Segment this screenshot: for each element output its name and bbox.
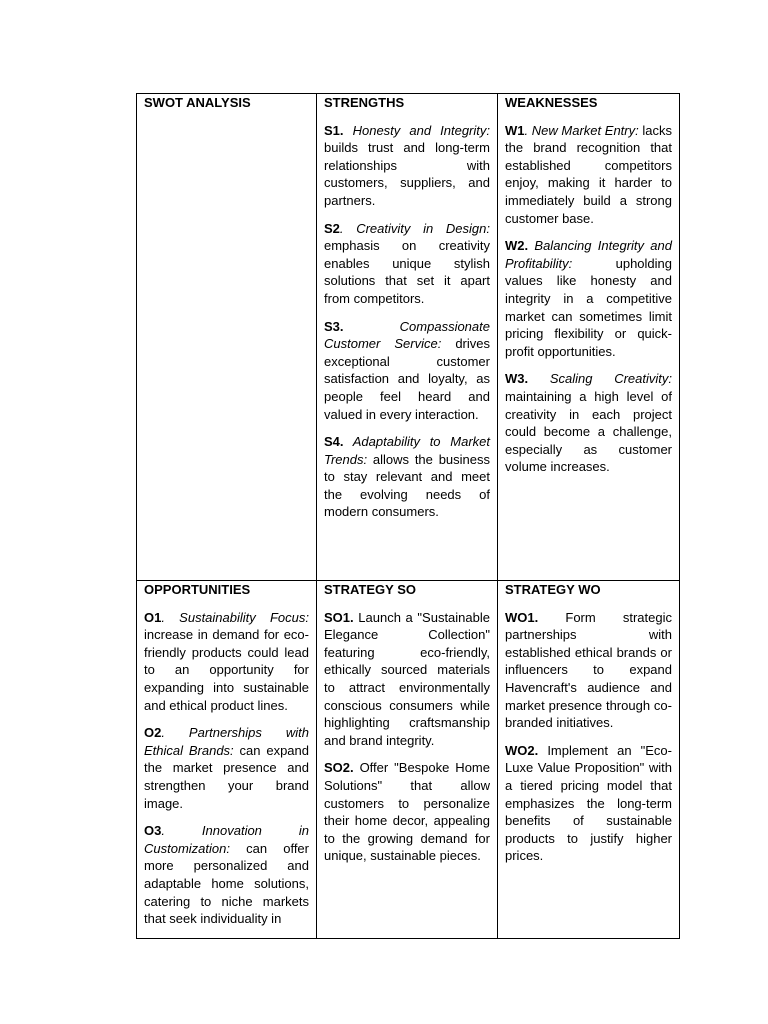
item-lead: Compassionate Customer Service: (324, 318, 490, 352)
strategy-wo-heading: STRATEGY WO (505, 582, 601, 597)
opportunity-item (144, 724, 309, 812)
strategy-wo-cell (498, 581, 680, 939)
swot-row-top (137, 94, 680, 581)
item-text: builds trust and long-term relationships with customers, suppliers, and partners. (324, 140, 490, 208)
strategy-so-item (324, 609, 490, 750)
item-code: SO1. (324, 609, 354, 625)
item-code: SO2. (324, 760, 354, 776)
item-lead: Scaling Creativity: (528, 371, 672, 387)
item-text: can expand the market presence and strengthen your brand image. (144, 742, 310, 811)
strategy-wo-item (505, 609, 672, 732)
item-lead: Balancing Integrity and Profitability: (505, 238, 672, 271)
weakness-item (505, 122, 672, 228)
strengths-heading: STRENGTHS (324, 95, 405, 110)
weakness-item (505, 370, 672, 476)
item-text: can offer more personalized and adaptable home solutions, catering to niche markets that seek individuality in (144, 840, 309, 927)
item-lead: . Sustainability Focus: (161, 609, 309, 625)
swot-row-bottom (137, 581, 680, 939)
item-code: S1. (324, 122, 344, 138)
item-text: Offer "Bespoke Home Solutions" that allow customers to personalize their home decor, appealing to the growing demand for unique, sustainable pieces. (324, 760, 490, 864)
item-text: Launch a "Sustainable Elegance Collection" featuring eco-friendly, ethically sourced materials to attract environmentally conscious consumers while highlighting craftsmanship and brand integrity. (324, 609, 490, 748)
item-lead: . Creativity in Design: (339, 220, 490, 236)
item-text: lacks the brand recognition that established competitors enjoy, making it harder to immediately build a strong customer base. (505, 122, 672, 226)
item-code: S3. (324, 318, 344, 334)
item-lead: . Innovation in Customization: (144, 823, 309, 856)
item-lead: . New Market Entry: (524, 122, 639, 138)
item-lead: Adaptability to Market Trends: (324, 434, 490, 467)
item-text: increase in demand for eco-friendly products could lead to an opportunity for expanding into sustainable and ethical product lines. (144, 627, 309, 713)
item-text: emphasis on creativity enables unique stylish solutions that set it apart from competitors. (324, 238, 490, 306)
strategy-so-heading: STRATEGY SO (324, 582, 416, 597)
item-text: upholding values like honesty and integrity in a competitive market can sometimes limit pricing flexibility or quick-profit opportunities. (505, 255, 672, 359)
item-text: Form strategic partnerships with established ethical brands or influencers to expand Havencraft's audience and market presence through co-branded initiatives. (505, 609, 672, 731)
strength-item (324, 318, 490, 424)
item-text: Implement an "Eco-Luxe Value Proposition" with a tiered pricing model that emphasizes the long-term benefits of sustainable products to justify higher prices. (505, 742, 672, 864)
weaknesses-heading: WEAKNESSES (505, 95, 598, 110)
swot-title-cell (137, 94, 317, 581)
swot-title: SWOT ANALYSIS (144, 95, 251, 110)
strategy-so-cell (317, 581, 498, 939)
item-code: WO1. (505, 609, 539, 625)
opportunities-heading: OPPORTUNITIES (144, 582, 251, 597)
item-code: W3. (505, 371, 529, 387)
item-code: O1 (144, 609, 162, 625)
opportunity-item (144, 609, 309, 715)
item-text: allows the business to stay relevant and meet the evolving needs of modern consumers. (324, 451, 490, 520)
weaknesses-cell (498, 94, 680, 581)
weakness-item (505, 237, 672, 360)
item-lead: . Partnerships with Ethical Brands: (144, 725, 309, 758)
item-lead: Honesty and Integrity: (343, 122, 490, 138)
strength-item (324, 122, 490, 210)
strengths-cell (317, 94, 498, 581)
strength-item (324, 433, 490, 521)
item-text: maintaining a high level of creativity in each project could become a challenge, especially as customer volume increases. (505, 388, 672, 475)
opportunity-item (144, 822, 309, 928)
item-code: O3 (144, 823, 162, 839)
item-code: O2 (144, 725, 162, 741)
item-code: WO2. (505, 742, 539, 758)
opportunities-cell (137, 581, 317, 939)
item-code: S2 (324, 220, 340, 236)
swot-table (136, 93, 680, 939)
strength-item (324, 220, 490, 308)
item-code: W1 (505, 122, 525, 138)
strategy-wo-item (505, 742, 672, 865)
item-code: W2. (505, 238, 529, 254)
item-text: drives exceptional customer satisfaction and loyalty, as people feel heard and valued in every interaction. (324, 336, 490, 422)
item-code: S4. (324, 434, 344, 450)
strategy-so-item (324, 759, 490, 865)
